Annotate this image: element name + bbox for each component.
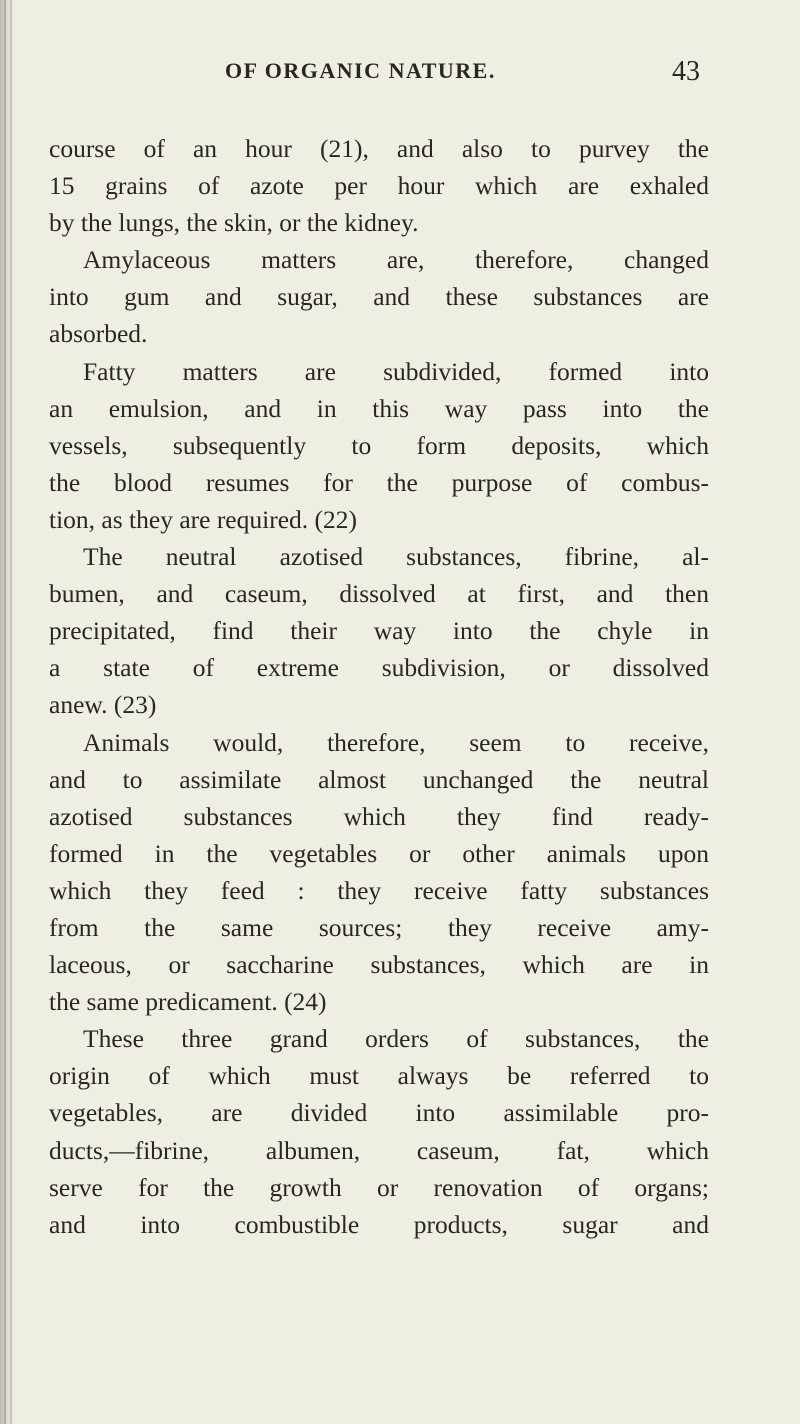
gutter-shadow-line: [10, 0, 12, 1424]
text-line: bumen, and caseum, dissolved at first, and then: [49, 579, 709, 609]
text-line: vessels, subsequently to form deposits, which: [49, 430, 709, 460]
text-line: course of an hour (21), and also to purvey the: [49, 134, 709, 163]
running-head: OF ORGANIC NATURE.: [225, 58, 496, 83]
text-line: from the same sources; they receive amy-: [49, 912, 709, 942]
text-line: Amylaceous matters are, therefore, changed: [83, 245, 709, 275]
text-line: by the lungs, the skin, or the kidney.: [49, 208, 419, 238]
text-line: and into combustible products, sugar and: [49, 1209, 709, 1239]
text-line: a state of extreme subdivision, or dissolved: [49, 653, 709, 683]
text-line: precipitated, find their way into the chyle in: [49, 616, 709, 646]
text-line: into gum and sugar, and these substances are: [49, 282, 709, 312]
text-line: the same predicament. (24): [49, 987, 327, 1017]
text-line: the blood resumes for the purpose of combus-: [49, 467, 709, 497]
book-gutter: [0, 0, 16, 1424]
text-line: which they feed : they receive fatty substances: [49, 875, 709, 905]
text-line: and to assimilate almost unchanged the neutral: [49, 764, 709, 794]
page-header: [0, 58, 800, 92]
text-line: 15 grains of azote per hour which are exhaled: [49, 171, 709, 201]
text-line: ducts,—fibrine, albumen, caseum, fat, which: [49, 1135, 709, 1165]
gutter-shadow-line: [4, 0, 6, 1424]
text-line: vegetables, are divided into assimilable pro-: [49, 1098, 709, 1128]
text-line: Fatty matters are subdivided, formed into: [83, 356, 709, 386]
text-line: laceous, or saccharine substances, which are in: [49, 950, 709, 980]
page-number: 43: [672, 56, 700, 87]
text-line: formed in the vegetables or other animals upon: [49, 838, 709, 868]
text-line: anew. (23): [49, 690, 157, 720]
text-line: These three grand orders of substances, the: [83, 1024, 709, 1054]
text-line: The neutral azotised substances, fibrine, al-: [83, 542, 709, 572]
text-line: serve for the growth or renovation of organs;: [49, 1172, 709, 1202]
text-line: Animals would, therefore, seem to receive,: [83, 727, 709, 757]
text-line: origin of which must always be referred to: [49, 1061, 709, 1091]
text-line: tion, as they are required. (22): [49, 504, 358, 534]
text-line: an emulsion, and in this way pass into the: [49, 393, 709, 423]
text-line: azotised substances which they find ready-: [49, 801, 709, 831]
text-line: absorbed.: [49, 319, 148, 349]
body-text: [49, 130, 709, 1243]
